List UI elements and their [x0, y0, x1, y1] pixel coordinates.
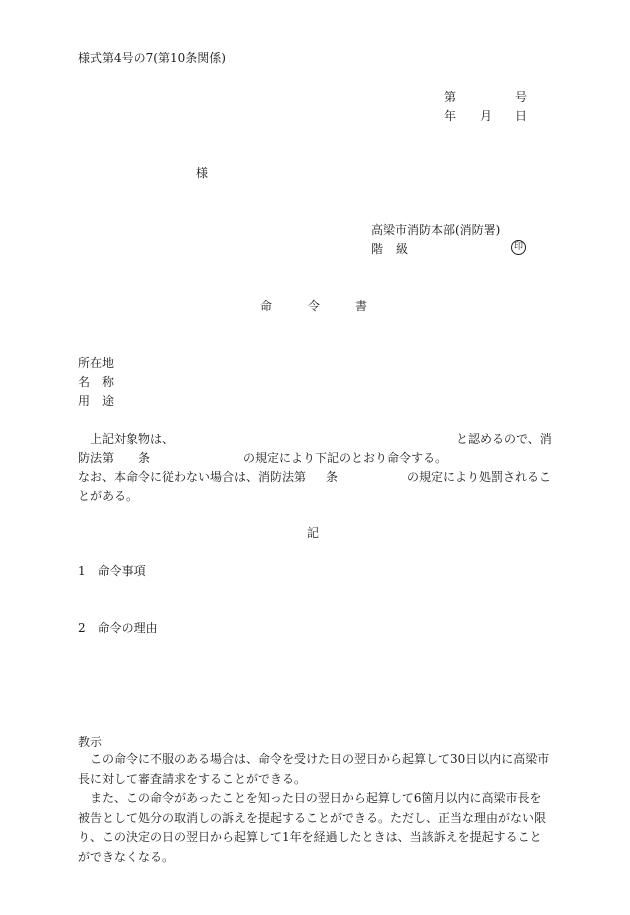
body-line1-end: と認めるので、消 — [456, 432, 552, 446]
body-line2-c: の規定により下記のとおり命令する。 — [243, 451, 448, 465]
title-char-2: 令 — [308, 299, 321, 313]
name-label-char1: 名 — [78, 375, 91, 389]
use-label-char2: 途 — [102, 394, 115, 408]
ki-mark: 記 — [307, 526, 320, 540]
body-line3-b: 条 — [326, 470, 339, 484]
use-label-char1: 用 — [78, 394, 91, 408]
body-line4: とがある。 — [78, 489, 139, 503]
body-line1-start: 上記対象物は、 — [90, 432, 175, 446]
location-label: 所在地 — [78, 356, 115, 370]
body-line3-a: なお、本命令に従わない場合は、消防法第 — [78, 470, 307, 484]
notice-body — [78, 750, 552, 867]
section-order-items: 1 命令事項 — [78, 564, 146, 578]
section-order-reason: 2 命令の理由 — [78, 621, 158, 635]
title-char-1: 命 — [260, 299, 273, 313]
notice-heading: 教示 — [78, 735, 103, 749]
seal-icon: 印 — [511, 240, 526, 255]
issuer-rank-char2: 級 — [396, 242, 409, 256]
doc-number-suffix: 号 — [515, 90, 528, 104]
notice-paragraph-1: この命令に不服のある場合は、命令を受けた日の翌日から起算して30日以内に高梁市長に対して審査請求をすることができる。 — [78, 752, 550, 786]
body-line2-a: 防法第 — [78, 451, 115, 465]
date-day: 日 — [515, 109, 528, 123]
date-year: 年 — [444, 109, 457, 123]
name-label-char2: 称 — [102, 375, 115, 389]
notice-paragraph-2: また、この命令があったことを知った日の翌日から起算して6箇月以内に高梁市長を被告として処分の取消しの訴えを提起することができる。ただし、正当な理由がない限り、この決定の日の翌日から起算して1年を経過したときは、当該訴えを提起することができなくなる。 — [78, 791, 547, 864]
body-line2-b: 条 — [138, 451, 151, 465]
addressee-honorific: 様 — [196, 166, 209, 180]
title-char-3: 書 — [355, 299, 368, 313]
issuer-organization: 高梁市消防本部(消防署) — [371, 223, 501, 237]
issuer-rank-char1: 階 — [371, 242, 384, 256]
form-number: 様式第4号の7(第10条関係) — [78, 51, 226, 65]
doc-number-prefix: 第 — [444, 90, 457, 104]
date-month: 月 — [480, 109, 493, 123]
body-line3-c: の規定により処罰されるこ — [407, 470, 552, 484]
